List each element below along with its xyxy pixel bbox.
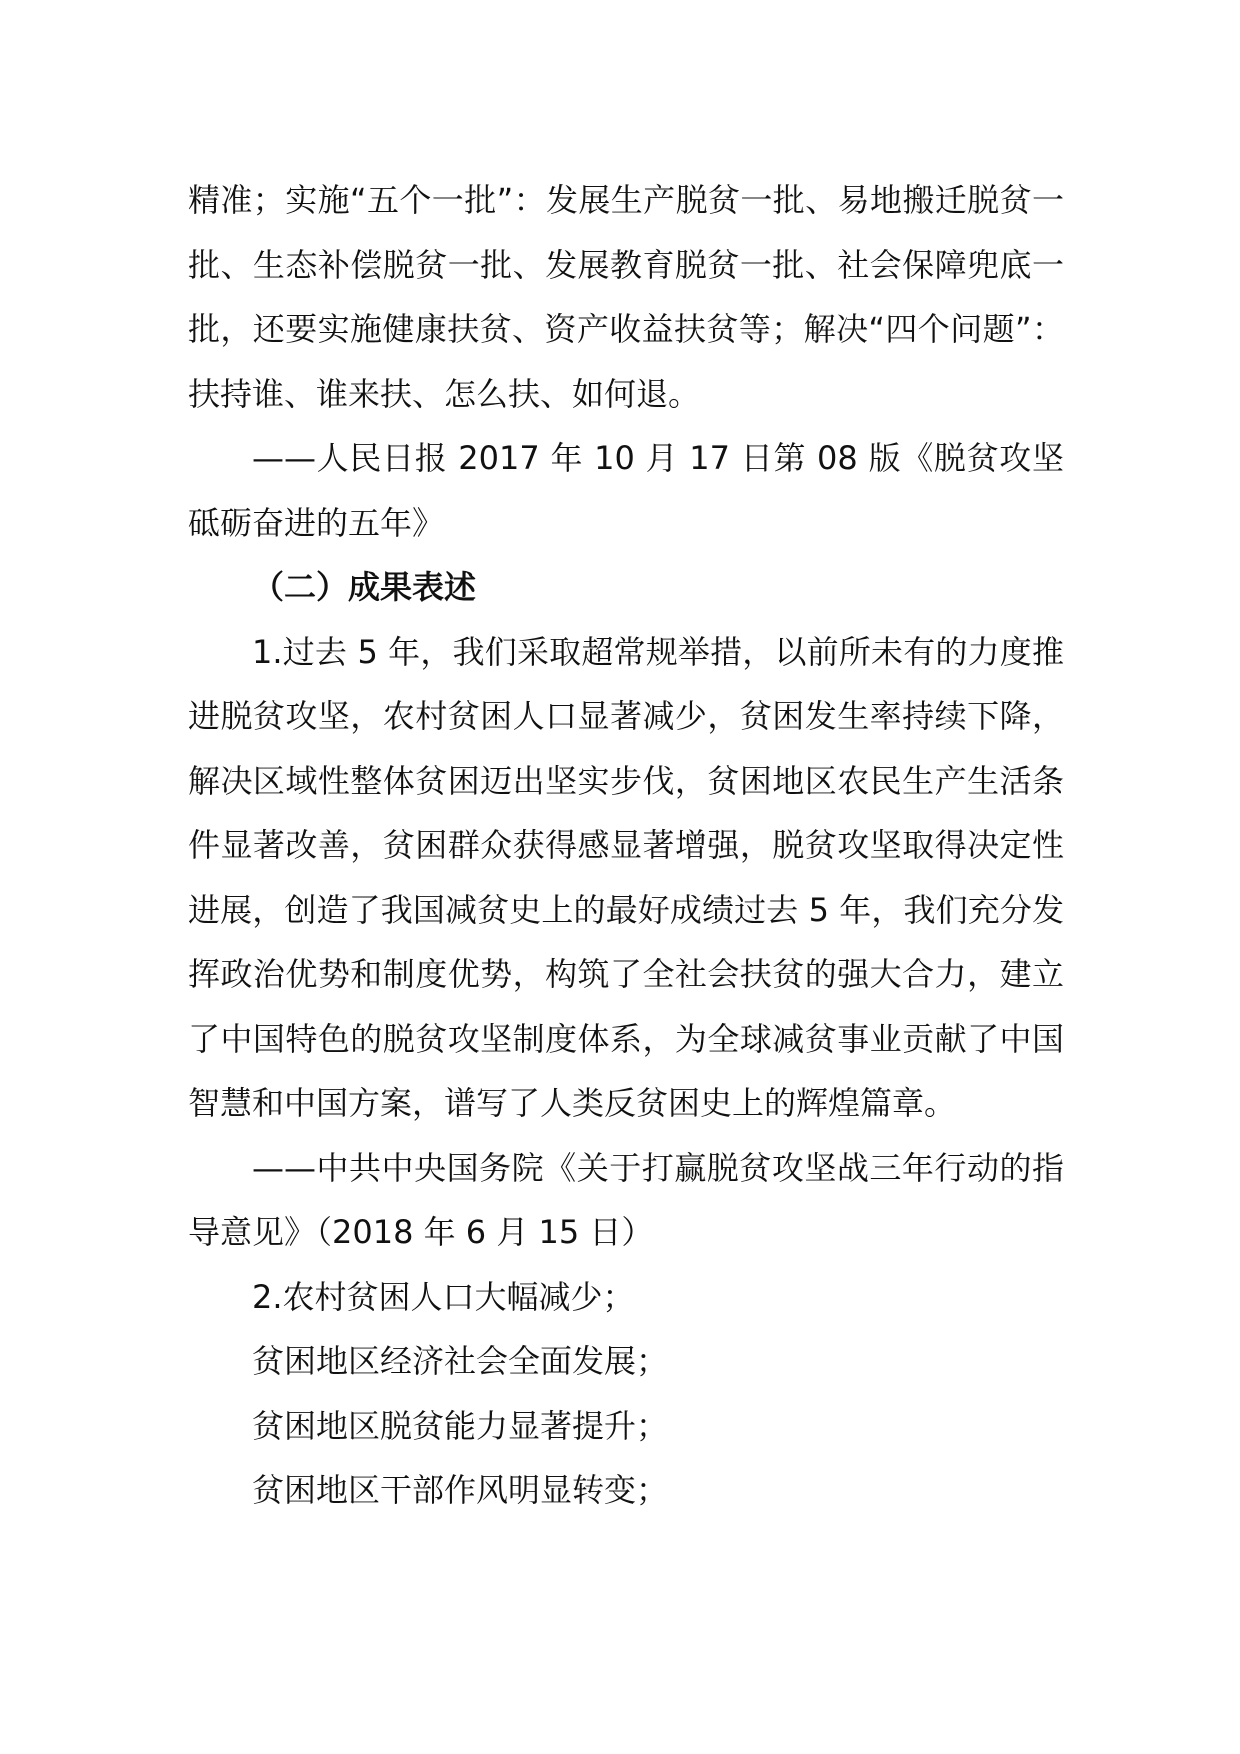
- list-item: 2.农村贫困人口大幅减少；: [252, 1277, 635, 1316]
- paragraph-point-1: 1.过去 5 年，我们采取超常规举措，以前所未有的力度推进脱贫攻坚，农村贫困人口显著减少，贫困发生率持续下降，解决区域性整体贫困迈出坚实步伐，贫困地区农民生产生活条件显著改善，贫困群众获得感显著增强，脱贫攻坚取得决定性进展，创造了我国减贫史上的最好成绩过去 5 年，我们充分发挥政治优势和制度优势，构筑了全社会扶贫的强大合力，建立了中国特色的脱贫攻坚制度体系，为全球减贫事业贡献了中国智慧和中国方案，谱写了人类反贫困史上的辉煌篇章。: [188, 632, 1064, 1122]
- section-heading: （二）成果表述: [252, 568, 477, 606]
- paragraph-continuation: 精准；实施“五个一批”：发展生产脱贫一批、易地搬迁脱贫一批、生态补偿脱贫一批、发展教育脱贫一批、社会保障兜底一批，还要实施健康扶贫、资产收益扶贫等；解决“四个问题”：扶持谁、谁来扶、怎么扶、如何退。: [188, 181, 1064, 413]
- list-item: 贫困地区脱贫能力显著提升；: [252, 1406, 669, 1445]
- source-citation-1: ——人民日报 2017 年 10 月 17 日第 08 版《脱贫攻坚砥砺奋进的五年》: [188, 439, 1064, 542]
- document-page: [188, 168, 1064, 1523]
- list-item: 贫困地区经济社会全面发展；: [252, 1342, 669, 1380]
- source-citation-2: ——中共中央国务院《关于打赢脱贫攻坚战三年行动的指导意见》（2018 年 6 月 15 日）: [188, 1148, 1064, 1251]
- list-item: 贫困地区干部作风明显转变；: [252, 1471, 669, 1509]
